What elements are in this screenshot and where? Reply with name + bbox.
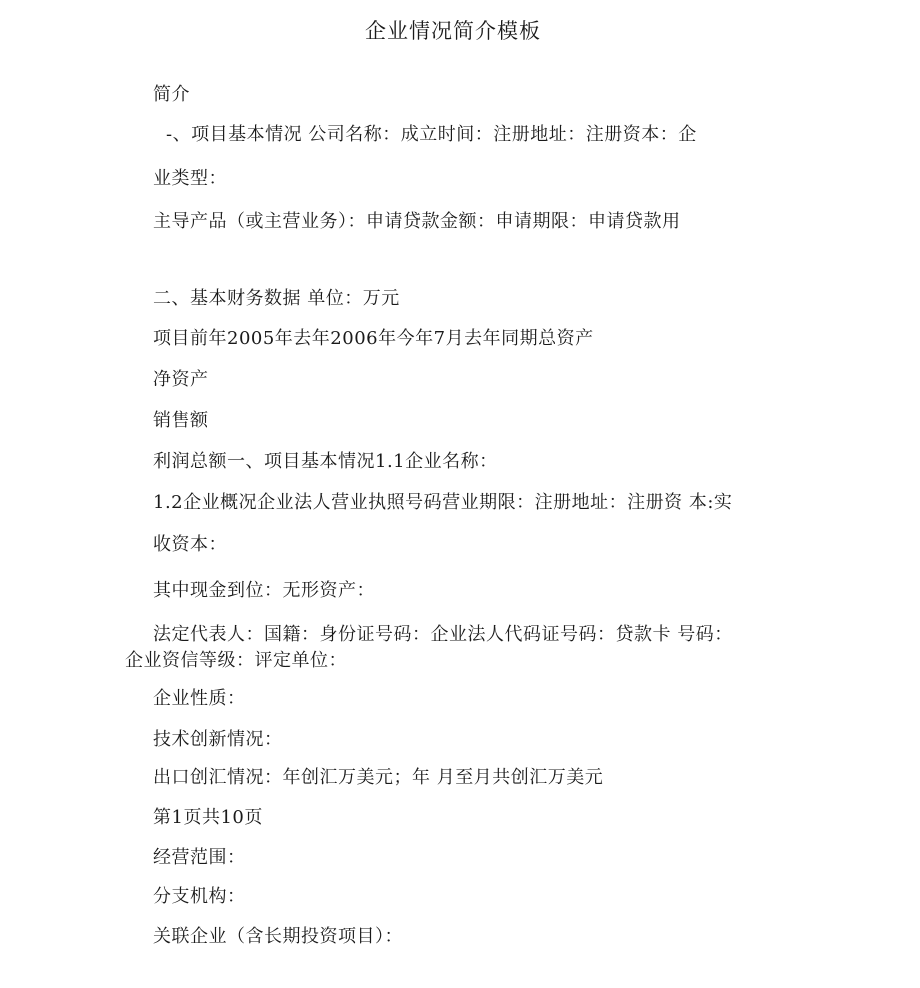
text-line: -、项目基本情况 公司名称：成立时间：注册地址：注册资本：企 bbox=[166, 124, 697, 145]
text-line: 分支机构： bbox=[153, 886, 246, 907]
text-line: 技术创新情况： bbox=[153, 729, 283, 750]
text-line: 其中现金到位：无形资产： bbox=[153, 580, 375, 601]
section-intro-heading: 简介 bbox=[153, 84, 190, 105]
document-title: 企业情况简介模板 bbox=[365, 19, 541, 43]
text-line: 主导产品（或主营业务）：申请贷款金额：申请期限：申请贷款用 bbox=[153, 211, 681, 232]
page-number: 第1页共10页 bbox=[153, 807, 263, 828]
text-line: 项目前年2005年去年2006年今年7月去年同期总资产 bbox=[153, 328, 594, 349]
text-line: 关联企业（含长期投资项目）： bbox=[153, 926, 403, 947]
text-line: 法定代表人：国籍：身份证号码：企业法人代码证号码：贷款卡 号码： bbox=[153, 624, 733, 645]
text-line: 经营范围： bbox=[153, 847, 246, 868]
text-line: 业类型： bbox=[153, 168, 227, 189]
text-line: 企业资信等级：评定单位： bbox=[125, 650, 347, 671]
section-finance-heading: 二、基本财务数据 单位：万元 bbox=[153, 288, 400, 309]
text-line: 1.2企业概况企业法人营业执照号码营业期限：注册地址：注册资 本:实 bbox=[153, 492, 733, 513]
text-line: 销售额 bbox=[153, 410, 209, 431]
text-line: 净资产 bbox=[153, 369, 209, 390]
text-line: 收资本： bbox=[153, 534, 227, 555]
text-line: 企业性质： bbox=[153, 688, 246, 709]
text-line: 利润总额一、项目基本情况1.1企业名称： bbox=[153, 451, 498, 472]
text-line: 出口创汇情况：年创汇万美元；年 月至月共创汇万美元 bbox=[153, 767, 604, 788]
